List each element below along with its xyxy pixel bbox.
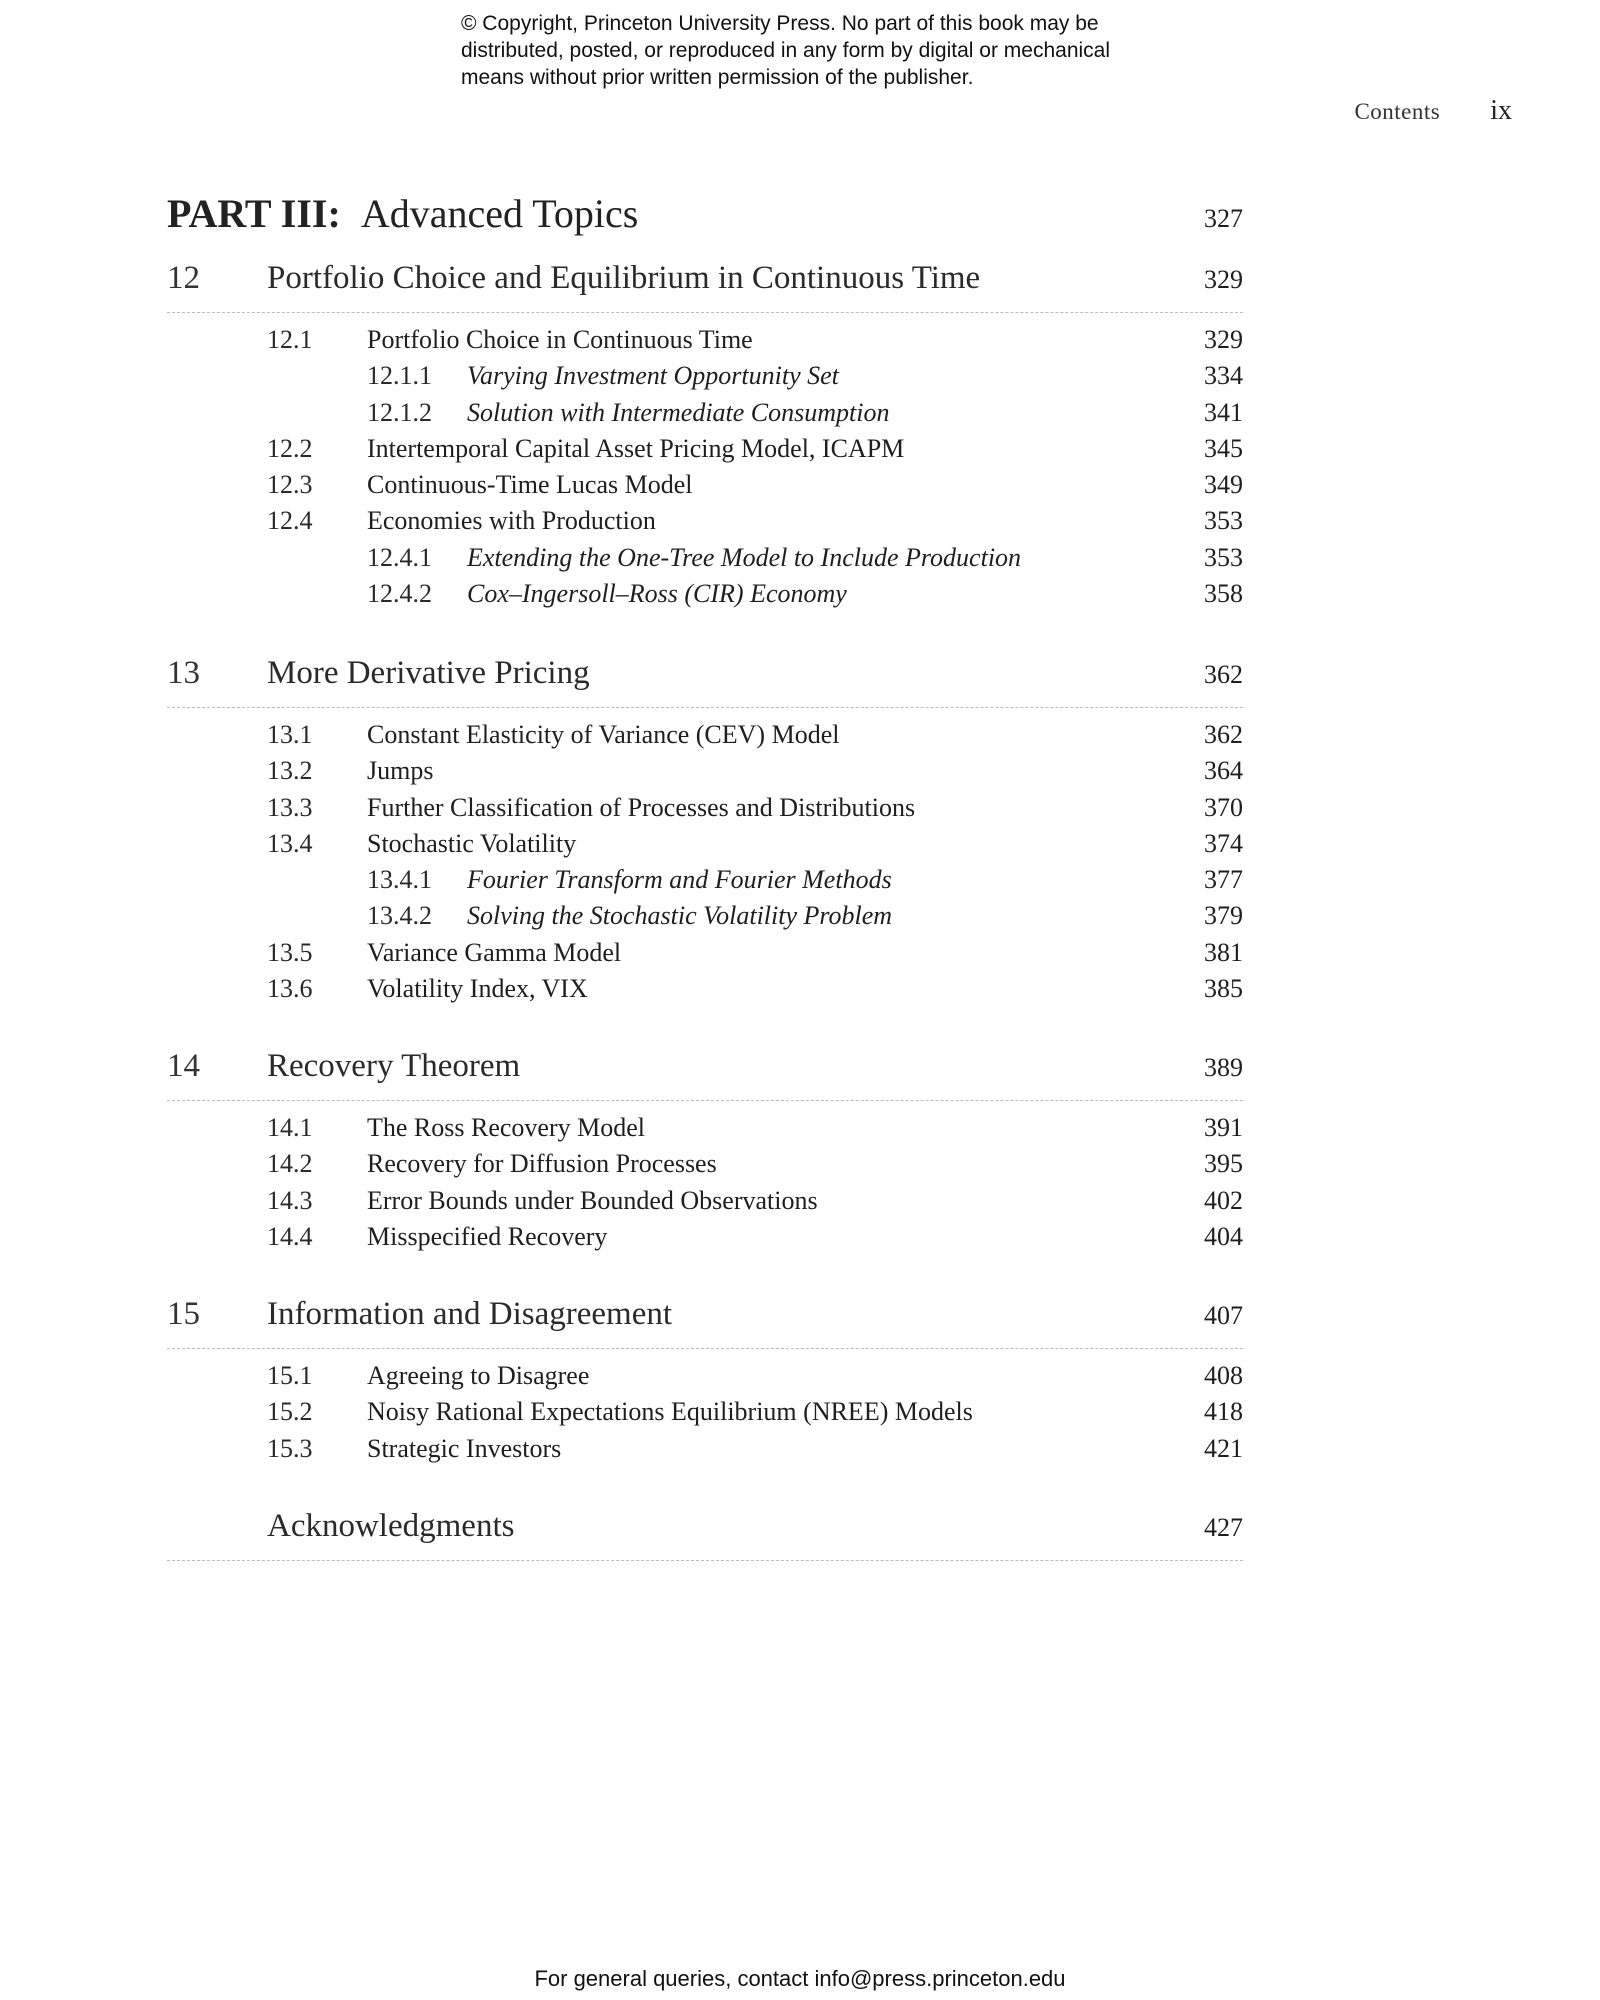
section-number: 15.3 xyxy=(267,1433,313,1463)
toc-section[interactable] xyxy=(167,1186,1243,1222)
section-title: Constant Elasticity of Variance (CEV) Model xyxy=(367,720,840,749)
toc-section[interactable] xyxy=(167,974,1243,1010)
chapter-title: Recovery Theorem xyxy=(267,1048,521,1084)
toc-section[interactable] xyxy=(167,434,1243,470)
copyright-notice xyxy=(461,10,1221,91)
section-page-number: 358 xyxy=(1204,579,1243,609)
section-title: Volatility Index, VIX xyxy=(367,974,588,1004)
section-list xyxy=(167,720,1243,1010)
chapter-page-number: 407 xyxy=(1204,1301,1243,1330)
part-name: Advanced Topics xyxy=(360,191,639,236)
toc-chapter xyxy=(167,1508,1243,1561)
chapter-number: 12 xyxy=(167,260,200,296)
section-page-number: 377 xyxy=(1204,865,1243,895)
section-title: Fourier Transform and Fourier Methods xyxy=(467,865,892,895)
section-number: 13.3 xyxy=(267,792,313,822)
chapter-heading[interactable] xyxy=(167,1508,1243,1561)
section-number: 15.2 xyxy=(267,1397,313,1427)
toc-subsection[interactable] xyxy=(167,361,1243,397)
toc-section[interactable] xyxy=(167,829,1243,865)
toc-chapter xyxy=(167,1296,1243,1470)
chapter-page-number: 389 xyxy=(1204,1053,1243,1082)
section-number: 13.4.1 xyxy=(367,865,432,895)
section-page-number: 418 xyxy=(1204,1397,1243,1427)
section-title: Further Classification of Processes and Distributions xyxy=(367,792,916,822)
section-page-number: 370 xyxy=(1204,792,1243,822)
toc-subsection[interactable] xyxy=(167,865,1243,901)
section-page-number: 345 xyxy=(1204,433,1243,463)
section-title: Misspecified Recovery xyxy=(367,1221,608,1251)
section-number: 12.1 xyxy=(267,325,313,354)
toc-chapter xyxy=(167,655,1243,1010)
section-title: Portfolio Choice in Continuous Time xyxy=(367,325,753,354)
toc-subsection[interactable] xyxy=(167,398,1243,434)
section-number: 14.2 xyxy=(267,1149,313,1179)
toc-section[interactable] xyxy=(167,1113,1243,1149)
section-number: 12.4.2 xyxy=(367,579,432,609)
section-page-number: 362 xyxy=(1204,720,1243,749)
section-page-number: 391 xyxy=(1204,1113,1243,1142)
section-number: 12.4 xyxy=(267,506,313,536)
section-number: 12.4.1 xyxy=(367,542,432,572)
section-page-number: 379 xyxy=(1204,901,1243,931)
section-title: Noisy Rational Expectations Equilibrium (NREE) Models xyxy=(367,1397,973,1427)
copyright-line: distributed, posted, or reproduced in any form by digital or mechanical xyxy=(461,39,1111,62)
section-number: 12.2 xyxy=(267,433,313,463)
toc-section[interactable] xyxy=(167,793,1243,829)
part-label: PART III: xyxy=(167,191,341,236)
section-title: Continuous-Time Lucas Model xyxy=(367,470,693,500)
toc-section[interactable] xyxy=(167,1434,1243,1470)
section-list xyxy=(167,1113,1243,1258)
footer-contact: For general queries, contact info@press.princeton.edu xyxy=(534,1966,1066,1991)
section-title: Solving the Stochastic Volatility Problem xyxy=(467,901,893,931)
section-page-number: 334 xyxy=(1204,361,1243,391)
section-page-number: 349 xyxy=(1204,470,1243,500)
section-title: Economies with Production xyxy=(367,506,656,536)
toc-subsection[interactable] xyxy=(167,579,1243,615)
section-number: 14.3 xyxy=(267,1185,313,1215)
section-number: 14.1 xyxy=(267,1113,313,1142)
section-title: Stochastic Volatility xyxy=(367,828,577,858)
toc-section[interactable] xyxy=(167,1222,1243,1258)
section-title: Jumps xyxy=(367,756,434,786)
section-number: 13.2 xyxy=(267,756,313,786)
section-page-number: 395 xyxy=(1204,1149,1243,1179)
section-number: 13.4 xyxy=(267,828,313,858)
toc-section[interactable] xyxy=(167,756,1243,792)
chapter-page-number: 329 xyxy=(1204,265,1243,294)
toc-section[interactable] xyxy=(167,720,1243,756)
toc-section[interactable] xyxy=(167,1397,1243,1433)
chapter-title: Information and Disagreement xyxy=(267,1296,673,1332)
chapter-heading[interactable] xyxy=(167,1296,1243,1349)
section-title: Extending the One-Tree Model to Include Production xyxy=(467,542,1022,572)
chapter-title: Acknowledgments xyxy=(267,1508,515,1544)
chapter-heading[interactable] xyxy=(167,1048,1243,1101)
section-title: Variance Gamma Model xyxy=(367,937,622,967)
section-number: 12.1.2 xyxy=(367,397,432,427)
section-page-number: 421 xyxy=(1204,1433,1243,1463)
toc-chapter xyxy=(167,260,1243,615)
section-number: 15.1 xyxy=(267,1361,313,1390)
toc-subsection[interactable] xyxy=(167,901,1243,937)
section-title: Intertemporal Capital Asset Pricing Model, ICAPM xyxy=(367,433,905,463)
section-number: 13.6 xyxy=(267,974,313,1004)
page-folio: ix xyxy=(1490,95,1512,126)
copyright-line: © Copyright, Princeton University Press. No part of this book may be xyxy=(461,12,1099,35)
chapter-number: 13 xyxy=(167,655,200,691)
chapter-number: 14 xyxy=(167,1048,200,1084)
section-title: Recovery for Diffusion Processes xyxy=(367,1149,717,1179)
toc-section[interactable] xyxy=(167,1361,1243,1397)
section-number: 12.3 xyxy=(267,470,313,500)
chapter-page-number: 362 xyxy=(1204,660,1243,689)
section-page-number: 381 xyxy=(1204,937,1243,967)
chapter-page-number: 427 xyxy=(1204,1513,1243,1542)
section-title: Cox–Ingersoll–Ross (CIR) Economy xyxy=(467,579,847,609)
chapter-heading[interactable] xyxy=(167,655,1243,708)
section-list xyxy=(167,325,1243,615)
toc-section[interactable] xyxy=(167,470,1243,506)
section-title: Error Bounds under Bounded Observations xyxy=(367,1185,818,1215)
chapter-title: Portfolio Choice and Equilibrium in Continuous Time xyxy=(267,260,981,296)
section-page-number: 329 xyxy=(1204,325,1243,354)
toc-section[interactable] xyxy=(167,506,1243,542)
section-title: The Ross Recovery Model xyxy=(367,1113,646,1142)
section-page-number: 402 xyxy=(1204,1185,1243,1215)
part-title xyxy=(167,190,638,237)
running-head xyxy=(1354,95,1512,131)
section-title: Agreeing to Disagree xyxy=(367,1361,590,1390)
part-heading xyxy=(167,190,1243,237)
section-title: Solution with Intermediate Consumption xyxy=(467,397,890,427)
section-number: 13.5 xyxy=(267,937,313,967)
section-page-number: 341 xyxy=(1204,397,1243,427)
toc-section[interactable] xyxy=(167,1149,1243,1185)
section-number: 14.4 xyxy=(267,1221,313,1251)
section-number: 13.1 xyxy=(267,720,313,749)
section-page-number: 353 xyxy=(1204,542,1243,572)
toc-subsection[interactable] xyxy=(167,543,1243,579)
section-page-number: 385 xyxy=(1204,974,1243,1004)
toc-section[interactable] xyxy=(167,938,1243,974)
section-page-number: 364 xyxy=(1204,756,1243,786)
section-title: Strategic Investors xyxy=(367,1433,562,1463)
section-page-number: 374 xyxy=(1204,828,1243,858)
chapter-heading[interactable] xyxy=(167,260,1243,313)
section-page-number: 408 xyxy=(1204,1361,1243,1390)
section-number: 13.4.2 xyxy=(367,901,432,931)
part-page-number: 327 xyxy=(1204,204,1243,233)
chapter-title: More Derivative Pricing xyxy=(267,655,590,691)
section-page-number: 353 xyxy=(1204,506,1243,536)
section-number: 12.1.1 xyxy=(367,361,432,391)
toc-chapter xyxy=(167,1048,1243,1258)
running-head-title: Contents xyxy=(1354,99,1441,124)
section-list xyxy=(167,1361,1243,1470)
chapter-number: 15 xyxy=(167,1296,200,1332)
section-title: Varying Investment Opportunity Set xyxy=(467,361,839,391)
copyright-line: means without prior written permission of the publisher. xyxy=(461,66,974,89)
section-page-number: 404 xyxy=(1204,1221,1243,1251)
toc-section[interactable] xyxy=(167,325,1243,361)
